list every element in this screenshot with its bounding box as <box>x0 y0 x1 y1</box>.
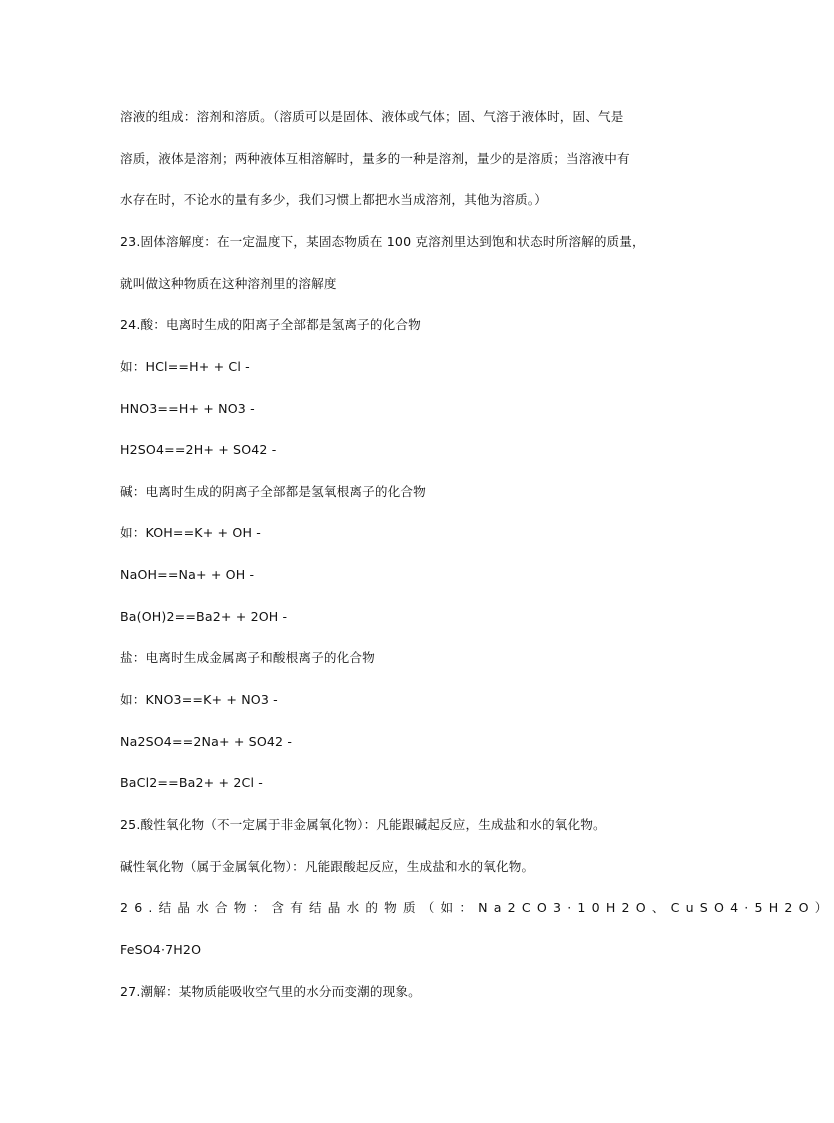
text-line-base-example-koh: 如：KOH==K+ + OH - <box>120 525 261 540</box>
text-line-solution-composition-cont: 溶质，液体是溶剂；两种液体互相溶解时，量多的一种是溶剂，量少的是溶质；当溶液中有 <box>120 151 630 166</box>
text-line-salt-example-kno3: 如：KNO3==K+ + NO3 - <box>120 692 278 707</box>
text-line-solid-solubility: 23.固体溶解度：在一定温度下，某固态物质在 100 克溶剂里达到饱和状态时所溶解的质量， <box>120 234 645 249</box>
text-line-acid-example-hno3: HNO3==H+ + NO3 - <box>120 401 255 416</box>
text-line-crystal-hydrate-cont: FeSO4·7H2O <box>120 942 202 957</box>
text-line-salt-definition: 盐：电离时生成金属离子和酸根离子的化合物 <box>120 650 375 665</box>
text-line-salt-example-na2so4: Na2SO4==2Na+ + SO42 - <box>120 734 293 749</box>
text-line-base-example-baoh2: Ba(OH)2==Ba2+ + 2OH - <box>120 609 288 624</box>
text-line-solution-composition: 溶液的组成：溶剂和溶质。（溶质可以是固体、液体或气体；固、气溶于液体时，固、气是 <box>120 109 624 124</box>
text-line-solution-composition-end: 水存在时，不论水的量有多少，我们习惯上都把水当成溶剂，其他为溶质。） <box>120 192 547 207</box>
text-line-crystal-hydrate: 26.结晶水合物：含有结晶水的物质（如：Na2CO3·10H2O、CuSO4·5H2O） <box>120 900 834 915</box>
text-line-basic-oxide: 碱性氧化物（属于金属氧化物）：凡能跟酸起反应，生成盐和水的氧化物。 <box>120 859 535 874</box>
text-line-acid-definition: 24.酸：电离时生成的阳离子全部都是氢离子的化合物 <box>120 317 421 332</box>
text-line-deliquescence: 27.潮解：某物质能吸收空气里的水分而变潮的现象。 <box>120 984 421 999</box>
text-line-base-definition: 碱：电离时生成的阴离子全部都是氢氧根离子的化合物 <box>120 484 426 499</box>
text-line-salt-example-bacl2: BaCl2==Ba2+ + 2Cl - <box>120 775 263 790</box>
text-line-base-example-naoh: NaOH==Na+ + OH - <box>120 567 255 582</box>
text-line-acid-example-hcl: 如：HCl==H+ + Cl - <box>120 359 250 374</box>
text-line-solid-solubility-cont: 就叫做这种物质在这种溶剂里的溶解度 <box>120 276 337 291</box>
text-line-acid-example-h2so4: H2SO4==2H+ + SO42 - <box>120 442 277 457</box>
text-line-acidic-oxide: 25.酸性氧化物（不一定属于非金属氧化物）：凡能跟碱起反应，生成盐和水的氧化物。 <box>120 817 606 832</box>
